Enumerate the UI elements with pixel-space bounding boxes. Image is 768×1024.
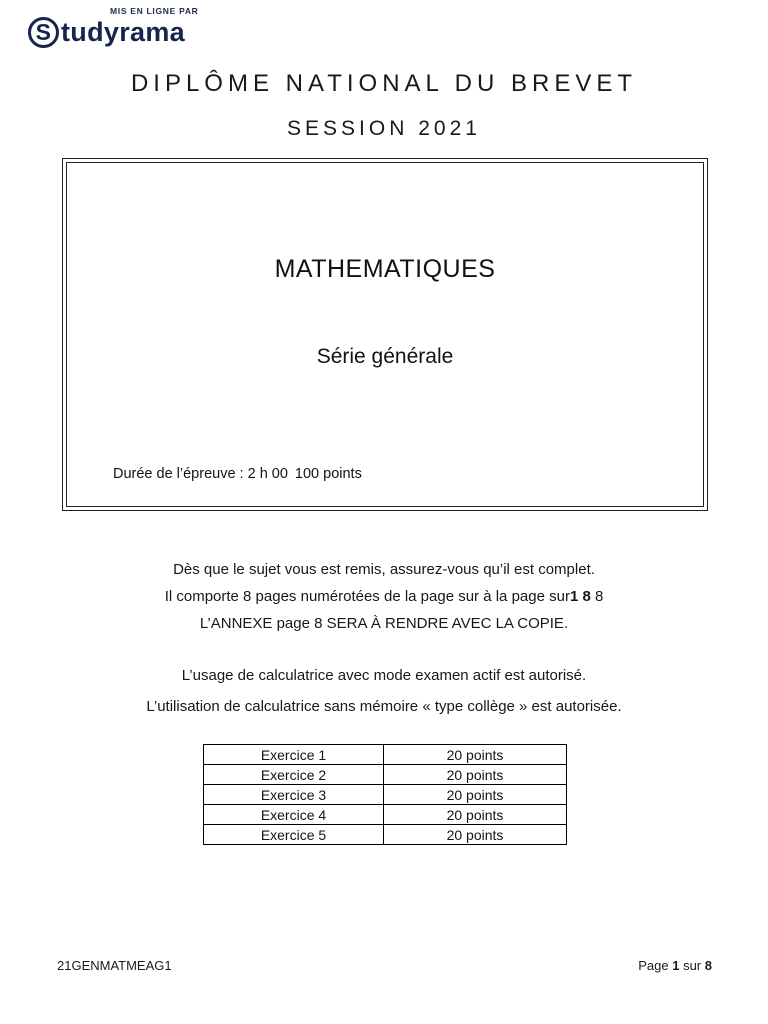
logo-tagline: MIS EN LIGNE PAR bbox=[110, 6, 199, 16]
points-table bbox=[203, 744, 567, 845]
table-row bbox=[204, 805, 567, 825]
instruction-line-2-suffix: 8 bbox=[590, 588, 604, 605]
instruction-line-3: L’ANNEXE page 8 SERA À RENDRE AVEC LA COPIE. bbox=[199, 615, 569, 632]
footer-doc-code: 21GENMATMEAG1 bbox=[57, 958, 172, 973]
subject-box-inner-border bbox=[66, 162, 704, 507]
footer-page-middle: sur bbox=[679, 958, 705, 973]
points-cell: 20 points bbox=[384, 785, 567, 805]
points-cell: 20 points bbox=[384, 805, 567, 825]
page-title: DIPLÔME NATIONAL DU BREVET bbox=[130, 70, 638, 97]
calculator-note-1: L’usage de calculatrice avec mode examen actif est autorisé. bbox=[181, 667, 587, 684]
logo-brand bbox=[28, 17, 199, 48]
footer-page-indicator bbox=[638, 958, 712, 973]
instruction-line-2 bbox=[0, 583, 768, 610]
subject-box bbox=[62, 158, 708, 511]
instruction-line-2-text: Il comporte 8 pages numérotées de la page sur à la page sur bbox=[164, 588, 570, 605]
total-points-text: 100 points bbox=[294, 466, 362, 482]
points-cell: 20 points bbox=[384, 765, 567, 785]
calculator-note-2: L’utilisation de calculatrice sans mémoire « type collège » est autorisée. bbox=[146, 698, 622, 715]
logo-brand-text: tudyrama bbox=[61, 17, 185, 47]
footer-page-total: 8 bbox=[704, 958, 712, 973]
footer-page-number: 1 bbox=[672, 958, 680, 973]
page-count-fields: 1 8 bbox=[569, 588, 591, 605]
subject-title: MATHEMATIQUES bbox=[274, 255, 496, 283]
calculator-notes bbox=[0, 660, 768, 722]
table-row bbox=[204, 745, 567, 765]
points-cell: 20 points bbox=[384, 825, 567, 845]
duration-text: Durée de l’épreuve : 2 h 00 bbox=[113, 466, 288, 482]
instruction-line-1: Dès que le sujet vous est remis, assurez-vous qu’il est complet. bbox=[173, 561, 595, 578]
table-row bbox=[204, 785, 567, 805]
duration-line bbox=[113, 466, 362, 482]
studyrama-logo bbox=[28, 6, 199, 48]
table-row bbox=[204, 765, 567, 785]
points-cell: 20 points bbox=[384, 745, 567, 765]
exercise-cell: Exercice 5 bbox=[204, 825, 384, 845]
session-subtitle: SESSION 2021 bbox=[287, 117, 481, 140]
exercise-cell: Exercice 3 bbox=[204, 785, 384, 805]
logo-ring-icon: S bbox=[28, 17, 59, 48]
exercise-cell: Exercice 4 bbox=[204, 805, 384, 825]
exercise-cell: Exercice 1 bbox=[204, 745, 384, 765]
footer-page-prefix: Page bbox=[638, 958, 673, 973]
series-title: Série générale bbox=[316, 345, 454, 368]
table-row bbox=[204, 825, 567, 845]
exercise-cell: Exercice 2 bbox=[204, 765, 384, 785]
instructions-block bbox=[0, 556, 768, 637]
